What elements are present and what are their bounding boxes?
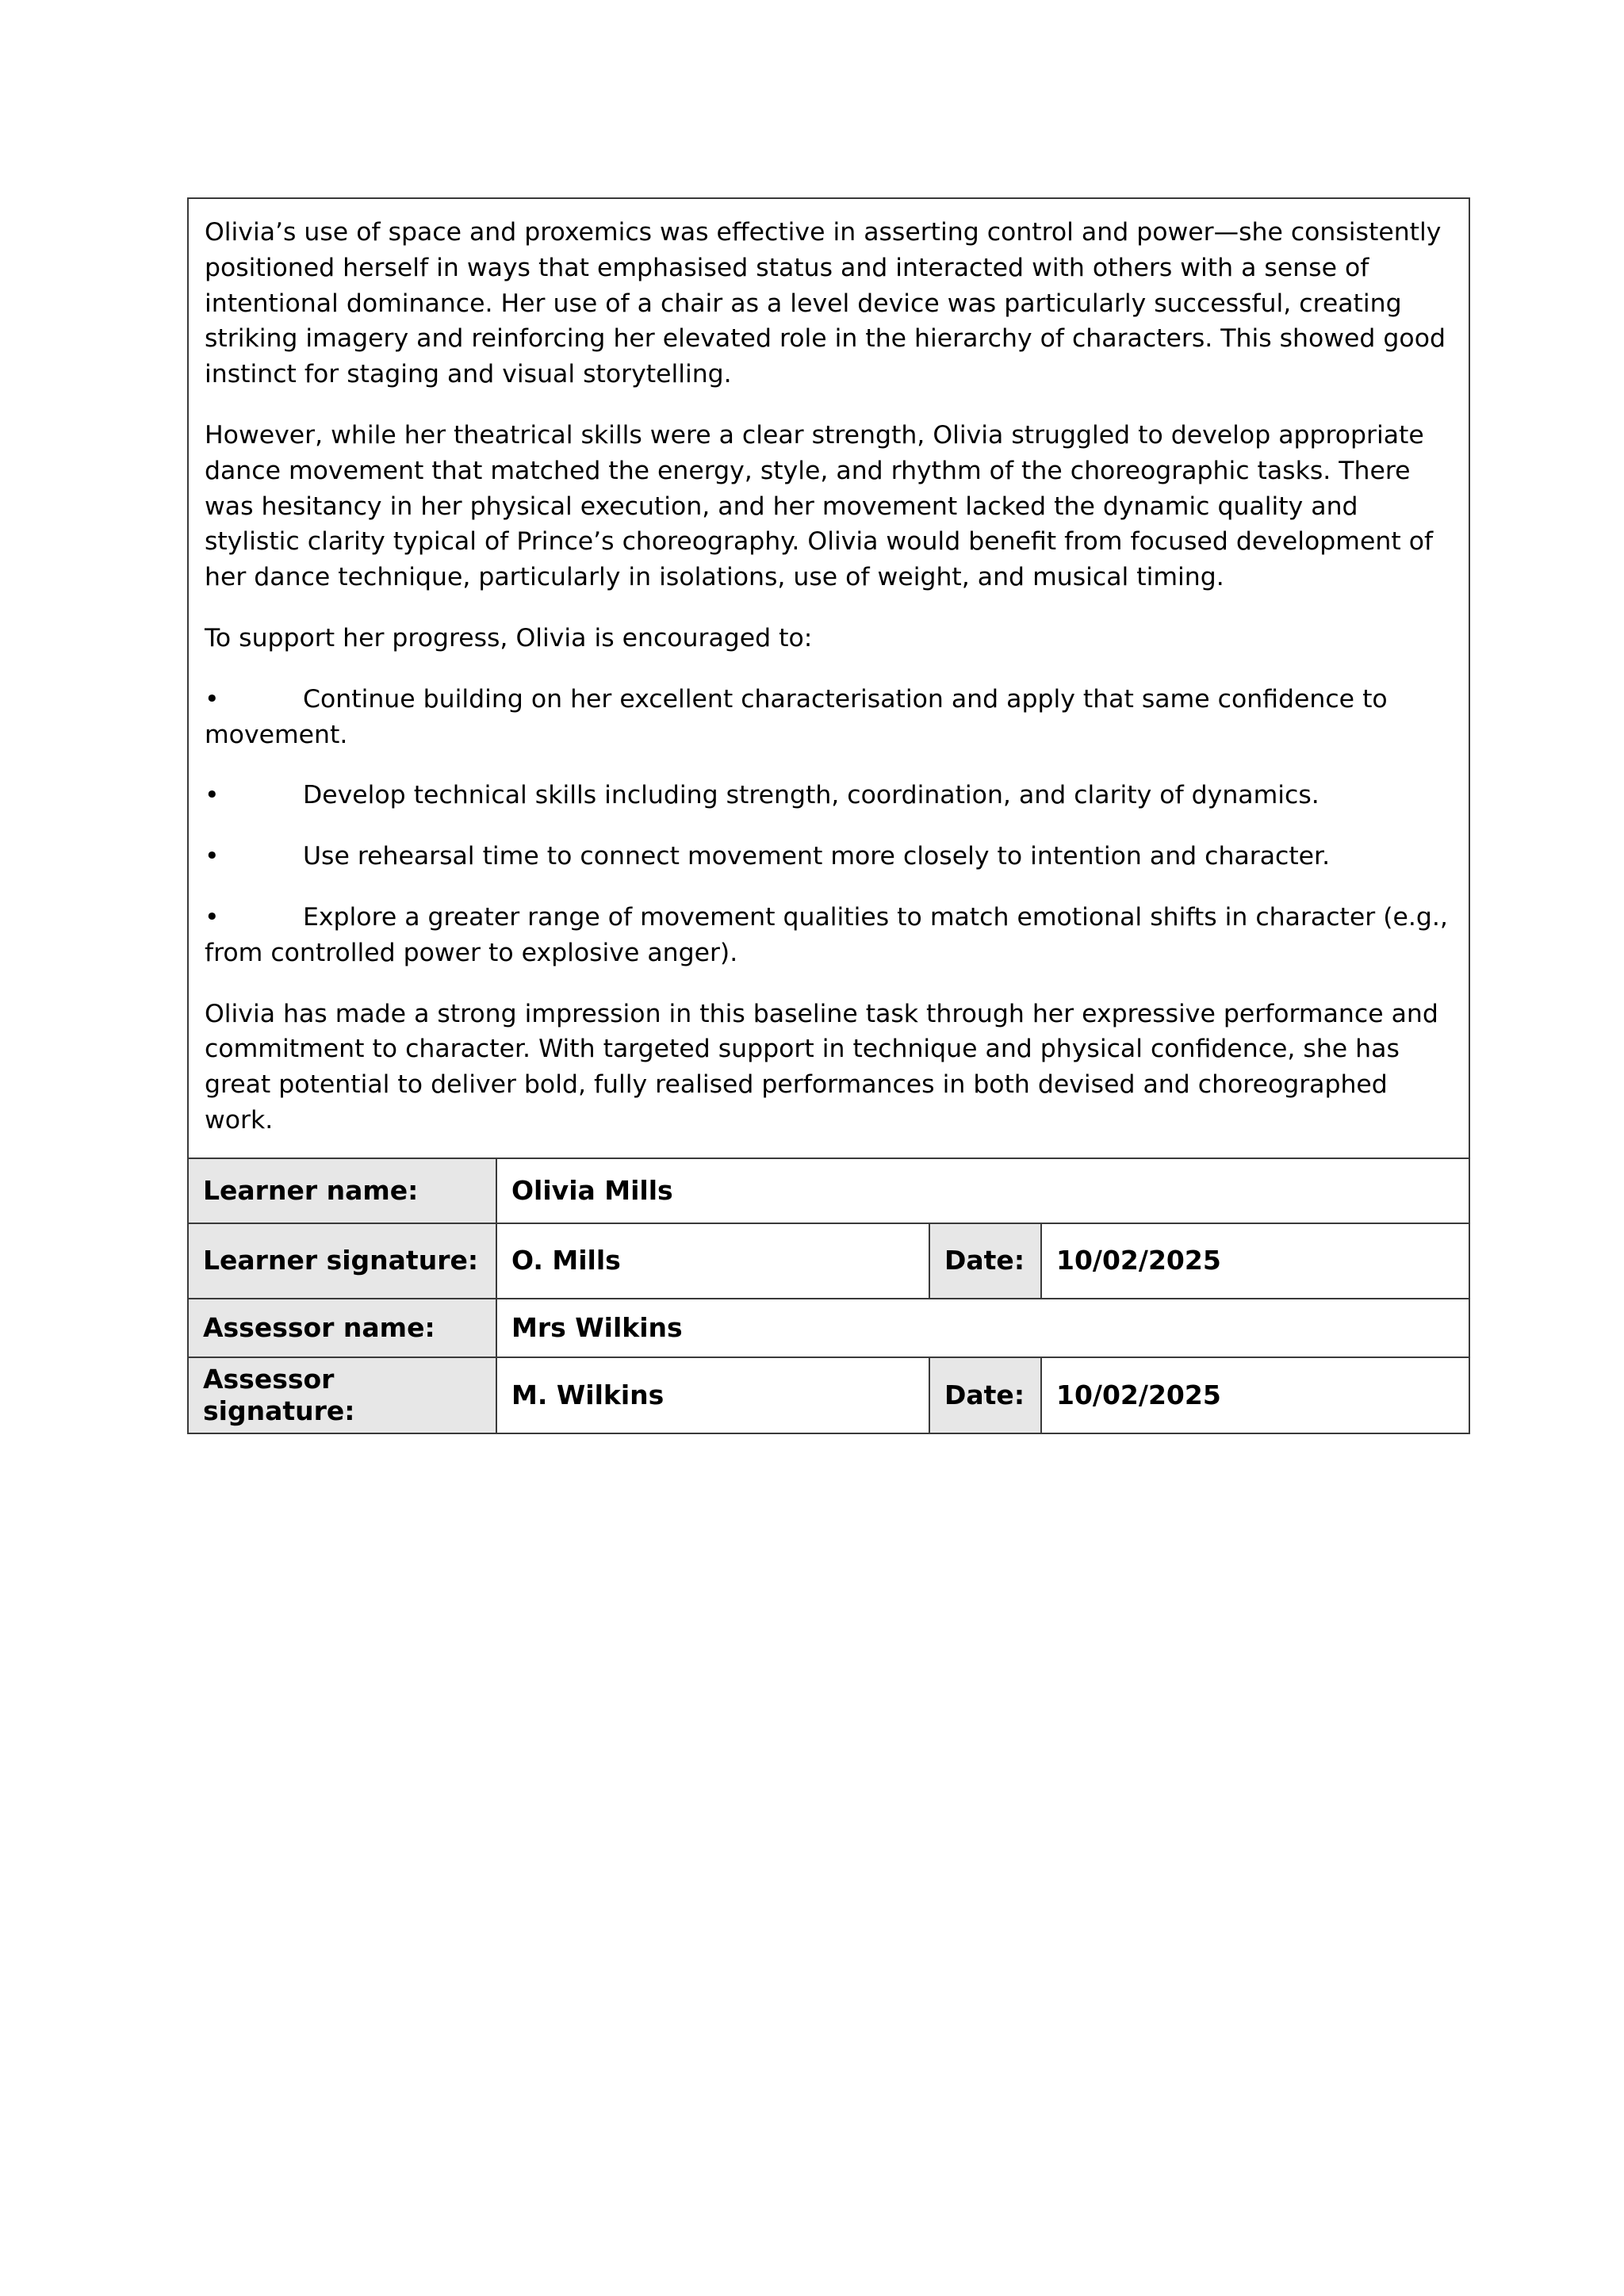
bullet-marker: •: [205, 781, 220, 810]
feedback-paragraph-support-intro: To support her progress, Olivia is encouraged to:: [205, 623, 813, 652]
assessor-date-label: Date:: [929, 1357, 1041, 1433]
assessor-name-row: [189, 1299, 1469, 1357]
bullet-item-technical-skills: [205, 778, 1453, 813]
learner-date-label: Date:: [929, 1223, 1041, 1299]
learner-name-row: [189, 1158, 1469, 1223]
assessor-date-value: 10/02/2025: [1041, 1357, 1469, 1433]
bullet-marker: •: [205, 842, 220, 871]
bullet-marker: •: [205, 902, 220, 932]
assessor-signature-label: Assessor signature:: [189, 1357, 496, 1433]
bullet-item-movement-qualities: [205, 900, 1453, 971]
learner-signature-value: O. Mills: [496, 1223, 929, 1299]
bullet-item-rehearsal-time: [205, 839, 1453, 874]
assessor-name-label: Assessor name:: [189, 1299, 496, 1357]
bullet-text: Develop technical skills including strength, coordination, and clarity of dynamics.: [303, 781, 1320, 810]
bullet-item-characterisation: [205, 682, 1453, 753]
bullet-text: Use rehearsal time to connect movement more closely to intention and character.: [303, 842, 1331, 871]
bullet-marker: •: [205, 684, 220, 714]
assessment-feedback-form: [187, 197, 1470, 1434]
learner-signature-label: Learner signature:: [189, 1223, 496, 1299]
feedback-paragraph-space-proxemics: Olivia’s use of space and proxemics was effective in asserting control and power—she consistently positioned herself in ways that emphasised status and interacted with others with a sense of intentional dominance. Her use of a chair as a level device was particularly successful, creating striking imagery and reinforcing her elevated role in the hierarchy of characters. This showed good instinct for staging and visual storytelling.: [205, 218, 1446, 389]
feedback-paragraph-dance-movement: However, while her theatrical skills were a clear strength, Olivia struggled to develop appropriate dance movement that matched the energy, style, and rhythm of the choreographic tasks. There was hesitancy in her physical execution, and her movement lacked the dynamic quality and stylistic clarity typical of Prince’s choreography. Olivia would benefit from focused development of her dance technique, particularly in isolations, use of weight, and musical timing.: [205, 420, 1434, 592]
assessor-name-value: Mrs Wilkins: [496, 1299, 1469, 1357]
signoff-table: [189, 1158, 1469, 1433]
bullet-text: Explore a greater range of movement qualities to match emotional shifts in character (e.g., from controlled power to explosive anger).: [205, 902, 1448, 967]
learner-signature-row: [189, 1223, 1469, 1299]
assessor-signature-row: [189, 1357, 1469, 1433]
learner-name-value: Olivia Mills: [496, 1158, 1469, 1223]
bullet-text: Continue building on her excellent characterisation and apply that same confidence to movement.: [205, 684, 1388, 749]
learner-date-value: 10/02/2025: [1041, 1223, 1469, 1299]
learner-name-label: Learner name:: [189, 1158, 496, 1223]
feedback-text-box: [189, 199, 1469, 1158]
feedback-paragraph-summary: Olivia has made a strong impression in this baseline task through her expressive performance and commitment to character. With targeted support in technique and physical confidence, she has great potential to deliver bold, fully realised performances in both devised and choreographed work.: [205, 999, 1438, 1135]
assessor-signature-value: M. Wilkins: [496, 1357, 929, 1433]
